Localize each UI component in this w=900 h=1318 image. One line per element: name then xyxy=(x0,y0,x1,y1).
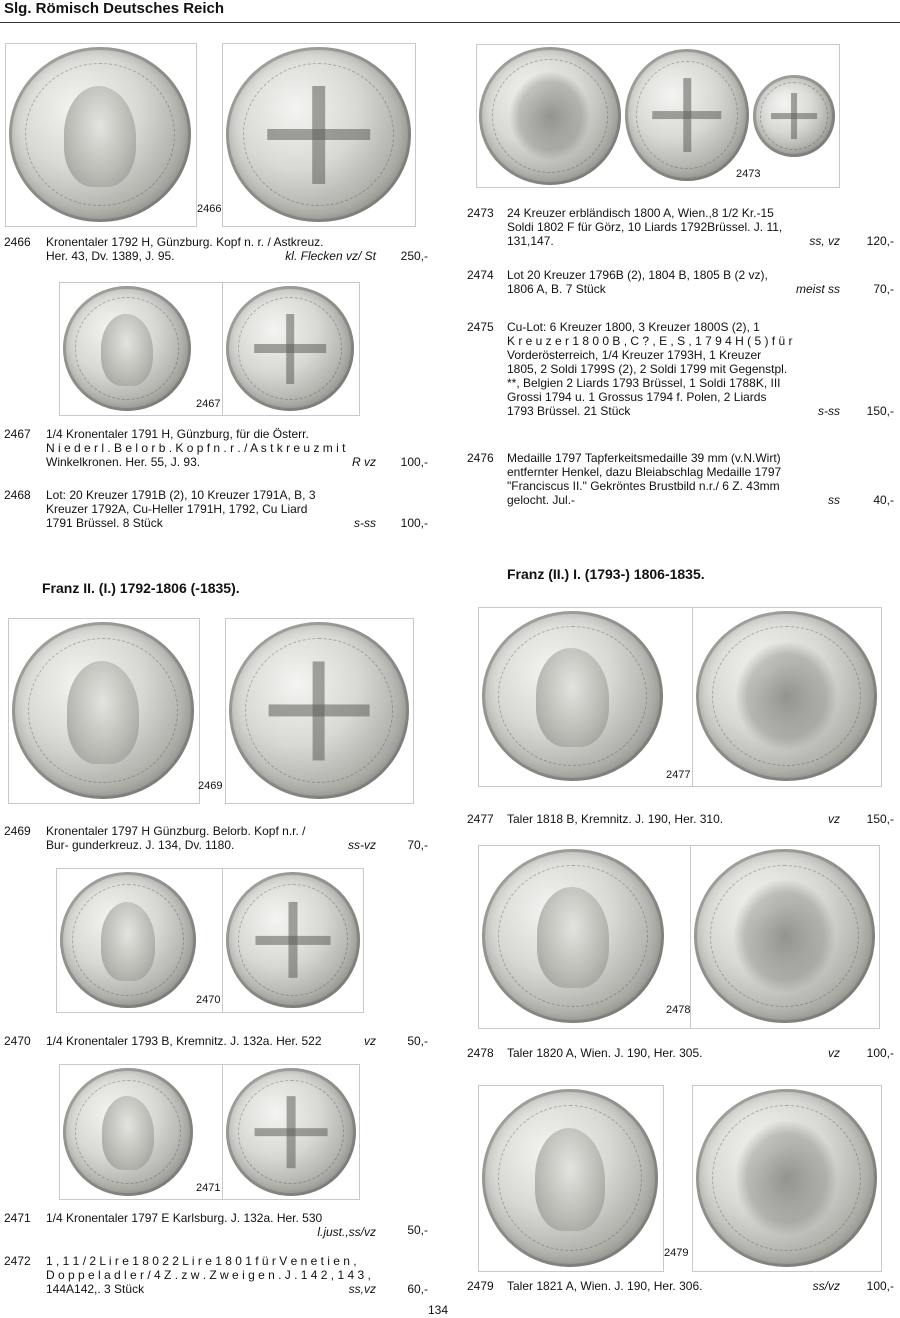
lot-2469 xyxy=(4,824,428,854)
lot-number: 2466 xyxy=(4,235,31,249)
lot-description-line: "Franciscus II." Gekröntes Brustbild n.r./ 6 Z. 43mm xyxy=(507,479,780,493)
lot-price: 50,- xyxy=(407,1034,428,1048)
lot-2475 xyxy=(467,320,894,420)
lot-price: 50,- xyxy=(407,1223,428,1237)
lot-description xyxy=(507,1046,794,1060)
portrait-relief xyxy=(101,902,155,981)
coin-image xyxy=(226,286,354,411)
page-number: 134 xyxy=(428,1303,449,1317)
lot-price: 250,- xyxy=(400,249,428,263)
coin-photo-2478-obverse xyxy=(478,845,692,1029)
coin-image xyxy=(63,1068,193,1196)
coin-image xyxy=(696,1089,877,1267)
lot-description xyxy=(46,427,380,469)
portrait-relief xyxy=(102,1096,154,1170)
coin-photo-2470-reverse xyxy=(222,868,364,1013)
lot-description xyxy=(507,320,842,418)
lot-description-line: entfernter Henkel, dazu Bleiabschlag Medaille 1797 xyxy=(507,465,782,479)
photo-tag: 2466 xyxy=(197,203,222,215)
lot-number: 2473 xyxy=(467,206,494,220)
lot-description xyxy=(507,1279,794,1293)
lot-description-line: Soldi 1802 F für Görz, 10 Liards 1792Brüssel. J. 11, xyxy=(507,220,783,234)
lot-number: 2479 xyxy=(467,1279,494,1293)
coin-photo-2479-obverse xyxy=(478,1085,664,1272)
lot-price: 100,- xyxy=(866,1279,894,1293)
lot-description xyxy=(46,824,380,852)
coin-photo-2477-obverse xyxy=(478,607,694,787)
photo-tag: 2479 xyxy=(664,1247,689,1259)
lot-grade: R vz xyxy=(352,455,376,469)
coin-image xyxy=(63,286,191,411)
coin-photo-2470-obverse xyxy=(56,868,226,1013)
coin-photo-2469-obverse xyxy=(8,618,200,804)
lot-price: 150,- xyxy=(866,404,894,418)
lot-description-line: Winkelkronen. Her. 55, J. 93. xyxy=(46,455,201,469)
lot-price: 60,- xyxy=(407,1282,428,1296)
lot-number: 2467 xyxy=(4,427,31,441)
photo-tag: 2477 xyxy=(666,769,691,781)
cross-relief xyxy=(267,86,371,184)
lot-2478 xyxy=(467,1046,894,1062)
lot-description-line: K r e u z e r 1 8 0 0 B , C ? , E , S , 1 7 9 4 H ( 5 ) f ü r xyxy=(507,334,793,348)
coin-image xyxy=(482,849,664,1023)
coin-image xyxy=(753,75,835,157)
lot-2473 xyxy=(467,206,894,250)
lot-number: 2474 xyxy=(467,268,494,282)
lot-grade: l.just.,ss/vz xyxy=(317,1225,376,1239)
lot-price: 100,- xyxy=(400,516,428,530)
coin-photo-2478-reverse xyxy=(690,845,880,1029)
lot-grade: ss,vz xyxy=(348,1282,376,1296)
lot-description-line: gelocht. Jul.- xyxy=(507,493,576,507)
lot-description xyxy=(507,268,842,296)
lot-description-line: D o p p e l a d l e r / 4 Z . z w . Z w e i g e n . J . 1 4 2 , 1 4 3 , xyxy=(46,1268,371,1282)
lot-2471 xyxy=(4,1211,428,1241)
lot-price: 40,- xyxy=(873,493,894,507)
eagle-relief xyxy=(736,1121,837,1235)
page-header-title: Slg. Römisch Deutsches Reich xyxy=(4,0,225,17)
lot-grade: ss xyxy=(828,493,840,507)
lot-description-line: Bur- gunderkreuz. J. 134, Dv. 1180. xyxy=(46,838,235,852)
eagle-relief xyxy=(736,642,837,751)
lot-number: 2471 xyxy=(4,1211,31,1225)
lot-2470 xyxy=(4,1034,428,1050)
portrait-relief xyxy=(101,314,152,387)
lot-number: 2469 xyxy=(4,824,31,838)
cross-relief xyxy=(255,902,330,978)
coin-image xyxy=(226,872,360,1008)
lot-number: 2472 xyxy=(4,1254,31,1268)
lot-description xyxy=(507,206,842,248)
coin-photo-2467-obverse xyxy=(59,282,223,416)
lot-2472 xyxy=(4,1254,428,1298)
lot-description-line: Grossi 1794 u. 1 Grossus 1794 f. Polen, 2 Liards xyxy=(507,390,767,404)
lot-grade: ss/vz xyxy=(812,1279,840,1293)
cross-relief xyxy=(255,1096,328,1168)
coin-photo-2479-reverse xyxy=(692,1085,882,1272)
lot-2474 xyxy=(467,268,894,298)
lot-number: 2476 xyxy=(467,451,494,465)
cross-relief xyxy=(254,314,326,384)
lot-grade: ss, vz xyxy=(809,234,840,248)
lot-grade: vz xyxy=(828,812,840,826)
coin-image xyxy=(482,611,663,781)
lot-description-line: Cu-Lot: 6 Kreuzer 1800, 3 Kreuzer 1800S (2), 1 xyxy=(507,320,760,334)
coin-photo-2469-reverse xyxy=(225,618,414,804)
photo-tag: 2471 xyxy=(196,1182,221,1194)
coin-image xyxy=(12,622,194,799)
lot-grade: s-ss xyxy=(354,516,376,530)
lot-grade: kl. Flecken vz/ St xyxy=(285,249,376,263)
lot-description xyxy=(46,1211,380,1225)
lot-number: 2477 xyxy=(467,812,494,826)
lot-price: 100,- xyxy=(400,455,428,469)
eagle-relief xyxy=(734,880,835,991)
lot-price: 120,- xyxy=(866,234,894,248)
lot-description xyxy=(46,1034,338,1048)
lot-number: 2468 xyxy=(4,488,31,502)
lot-price: 100,- xyxy=(866,1046,894,1060)
lot-grade: meist ss xyxy=(795,282,840,296)
cross-relief xyxy=(771,93,817,139)
coin-image xyxy=(482,1089,658,1267)
lot-grade: s-ss xyxy=(818,404,840,418)
lot-grade: ss-vz xyxy=(348,838,376,852)
lot-number: 2478 xyxy=(467,1046,494,1060)
lot-description-line: Her. 43, Dv. 1389, J. 95. xyxy=(46,249,175,263)
lot-2468 xyxy=(4,488,428,532)
coin-image xyxy=(696,611,877,781)
lot-description-line: Lot 20 Kreuzer 1796B (2), 1804 B, 1805 B (2 vz), xyxy=(507,268,768,282)
lot-description-line: Kronentaler 1792 H, Günzburg. Kopf n. r. / Astkreuz. xyxy=(46,235,324,249)
coin-image xyxy=(625,49,749,181)
lot-description xyxy=(507,451,842,507)
shield-relief xyxy=(652,78,721,152)
lot-number: 2470 xyxy=(4,1034,31,1048)
lot-price: 70,- xyxy=(873,282,894,296)
lot-description-line: Kronentaler 1797 H Günzburg. Belorb. Kopf n.r. / xyxy=(46,824,306,838)
coin-image xyxy=(226,1068,356,1196)
lot-description-line: Kreuzer 1792A, Cu-Heller 1791H, 1792, Cu Liard xyxy=(46,502,308,516)
lot-description-line: **, Belgien 2 Liards 1793 Brüssel, 1 Soldi 1788K, III xyxy=(507,376,781,390)
photo-tag: 2467 xyxy=(196,398,221,410)
lot-description-line: 1/4 Kronentaler 1793 B, Kremnitz. J. 132a. Her. 522 xyxy=(46,1034,322,1048)
eagle-relief xyxy=(510,72,590,160)
coin-image xyxy=(479,47,621,185)
lot-description xyxy=(46,488,380,530)
portrait-relief xyxy=(537,887,610,988)
lot-description xyxy=(46,1254,380,1296)
lot-2477 xyxy=(467,812,894,828)
lot-description-line: 1805, 2 Soldi 1799S (2), 2 Soldi 1799 mit Gegenstpl. xyxy=(507,362,788,376)
lot-2467 xyxy=(4,427,428,471)
lot-description-line: 1/4 Kronentaler 1791 H, Günzburg, für die Österr. xyxy=(46,427,309,441)
lot-description-line: Taler 1821 A, Wien. J. 190, Her. 306. xyxy=(507,1279,703,1293)
lot-price: 70,- xyxy=(407,838,428,852)
coin-image xyxy=(229,622,409,799)
section-heading-franz-i: Franz (II.) I. (1793-) 1806-1835. xyxy=(507,566,705,582)
section-heading-franz-ii: Franz II. (I.) 1792-1806 (-1835). xyxy=(42,580,240,596)
lot-description-line: 1 , 1 1 / 2 L i r e 1 8 0 2 2 L i r e 1 8 0 1 f ü r V e n e t i e n , xyxy=(46,1254,357,1268)
coin-photo-2471-reverse xyxy=(222,1064,360,1200)
lot-grade: vz xyxy=(364,1034,376,1048)
lot-description-line: Lot: 20 Kreuzer 1791B (2), 10 Kreuzer 1791A, B, 3 xyxy=(46,488,316,502)
coin-image xyxy=(226,47,411,222)
coin-photo-2466-reverse xyxy=(222,43,416,227)
coin-photo-2466-obverse xyxy=(5,43,197,227)
lot-2476 xyxy=(467,451,894,509)
portrait-relief xyxy=(67,661,140,764)
cross-relief xyxy=(269,661,370,760)
lot-description xyxy=(507,812,794,826)
header-rule xyxy=(0,22,900,23)
lot-description-line: 1793 Brüssel. 21 Stück xyxy=(507,404,631,418)
lot-grade: vz xyxy=(828,1046,840,1060)
lot-description-line: N i e d e r l . B e l o r b . K o p f n . r . / A s t k r e u z m i t xyxy=(46,441,346,455)
portrait-relief xyxy=(536,648,608,747)
lot-description-line: Taler 1820 A, Wien. J. 190, Her. 305. xyxy=(507,1046,703,1060)
photo-tag: 2478 xyxy=(666,1004,691,1016)
portrait-relief xyxy=(535,1128,605,1231)
lot-description-line: 1791 Brüssel. 8 Stück xyxy=(46,516,163,530)
lot-description-line: 131,147. xyxy=(507,234,554,248)
lot-description-line: 144A142,. 3 Stück xyxy=(46,1282,145,1296)
coin-photo-2471-obverse xyxy=(59,1064,225,1200)
coin-photo-2473-group xyxy=(476,44,840,188)
lot-2466 xyxy=(4,235,428,265)
lot-description-line: 1/4 Kronentaler 1797 E Karlsburg. J. 132a. Her. 530 xyxy=(46,1211,323,1225)
lot-price: 150,- xyxy=(866,812,894,826)
photo-tag: 2469 xyxy=(198,780,223,792)
lot-description-line: Medaille 1797 Tapferkeitsmedaille 39 mm (v.N.Wirt) xyxy=(507,451,781,465)
coin-image xyxy=(694,849,875,1023)
lot-description-line: 1806 A, B. 7 Stück xyxy=(507,282,606,296)
lot-description-line: 24 Kreuzer erbländisch 1800 A, Wien.,8 1/2 Kr.-15 xyxy=(507,206,774,220)
lot-2479 xyxy=(467,1279,894,1295)
coin-image xyxy=(9,47,191,222)
lot-description-line: Taler 1818 B, Kremnitz. J. 190, Her. 310. xyxy=(507,812,724,826)
photo-tag: 2470 xyxy=(196,994,221,1006)
portrait-relief xyxy=(64,86,137,188)
coin-photo-2477-reverse xyxy=(692,607,882,787)
lot-number: 2475 xyxy=(467,320,494,334)
coin-photo-2467-reverse xyxy=(222,282,360,416)
lot-description-line: Vorderösterreich, 1/4 Kreuzer 1793H, 1 Kreuzer xyxy=(507,348,762,362)
photo-tag: 2473 xyxy=(736,168,761,180)
coin-image xyxy=(60,872,196,1008)
